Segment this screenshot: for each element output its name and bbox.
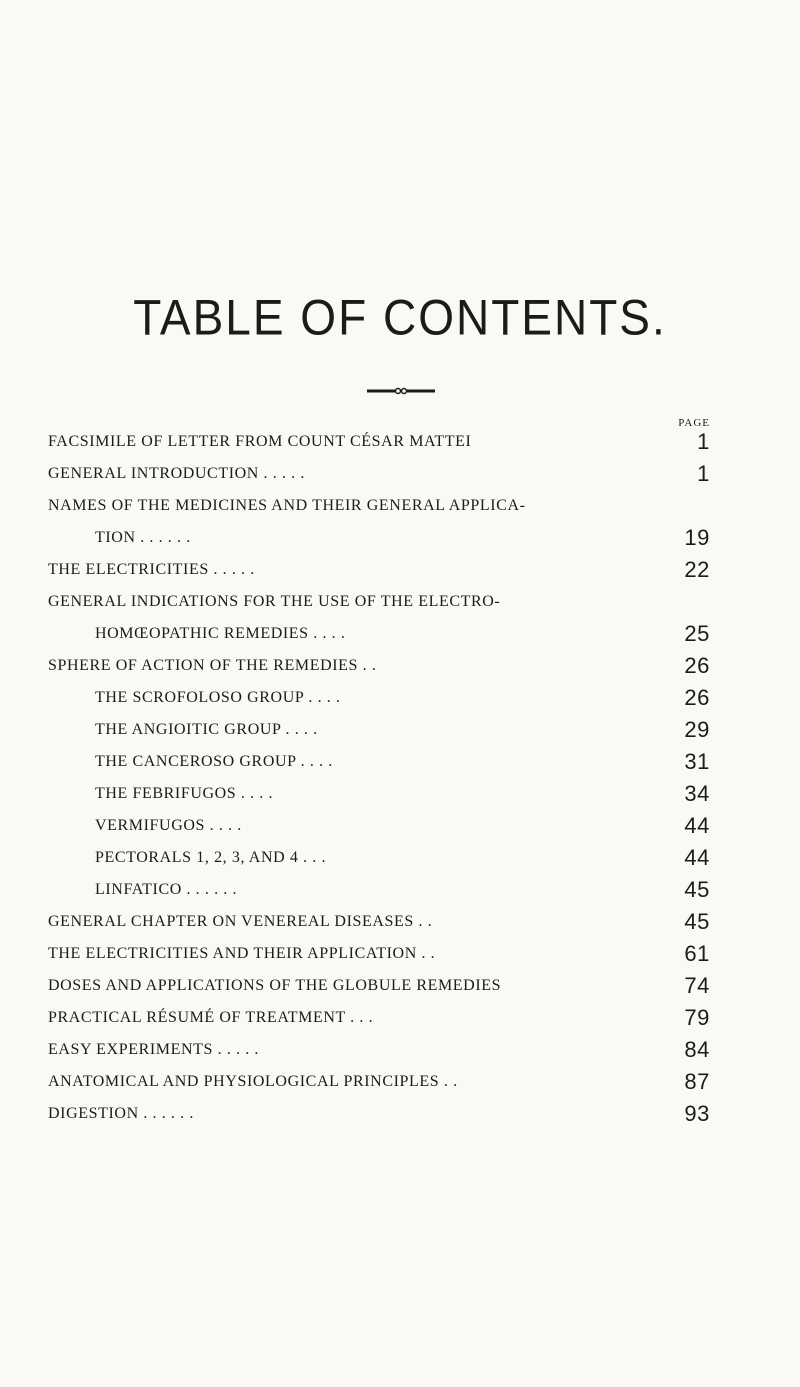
toc-entry-label: THE FEBRIFUGOS . . . . xyxy=(95,785,274,802)
toc-entry-page: 26 xyxy=(684,653,710,678)
toc-entry-page: 1 xyxy=(697,461,710,486)
toc-entry-label: ANATOMICAL AND PHYSIOLOGICAL PRINCIPLES . . xyxy=(48,1073,458,1090)
toc-entry-page: 87 xyxy=(684,1069,710,1094)
toc-entry-label: LINFATICO . . . . . . xyxy=(95,881,238,898)
toc-entry-label: THE CANCEROSO GROUP . . . . xyxy=(95,753,333,770)
toc-entry-page: 61 xyxy=(684,941,710,966)
toc-entry-page: 84 xyxy=(684,1037,710,1062)
toc-entry-label: GENERAL CHAPTER ON VENEREAL DISEASES . . xyxy=(48,913,433,930)
toc-entry-page: 19 xyxy=(684,525,710,550)
toc-entry-label: DIGESTION . . . . . . xyxy=(48,1105,194,1122)
toc-entry-label: GENERAL INDICATIONS FOR THE USE OF THE ELECTRO- xyxy=(48,593,501,610)
toc-entry-label: THE ELECTRICITIES . . . . . xyxy=(48,561,255,578)
toc-entry-page: 34 xyxy=(684,781,710,806)
page-column-header: PAGE xyxy=(678,417,710,429)
toc-entry-label: NAMES OF THE MEDICINES AND THEIR GENERAL APPLICA- xyxy=(48,497,526,514)
toc-entry-label: THE SCROFOLOSO GROUP . . . . xyxy=(95,689,341,706)
divider-ornament xyxy=(367,386,435,396)
toc-entry-label: DOSES AND APPLICATIONS OF THE GLOBULE REMEDIES xyxy=(48,977,502,994)
toc-entry-page: 45 xyxy=(684,909,710,934)
toc-entry-label: PECTORALS 1, 2, 3, AND 4 . . . xyxy=(95,849,327,866)
toc-entry-label: TION . . . . . . xyxy=(95,529,191,546)
toc-entry-label: FACSIMILE OF LETTER FROM COUNT CÉSAR MATTEI xyxy=(48,433,472,450)
toc-entry-page: 74 xyxy=(684,973,710,998)
toc-entry-label: VERMIFUGOS . . . . xyxy=(95,817,242,834)
toc-entry-page: 1 xyxy=(697,429,710,454)
toc-entry-label: GENERAL INTRODUCTION . . . . . xyxy=(48,465,305,482)
toc-entry-label: THE ANGIOITIC GROUP . . . . xyxy=(95,721,318,738)
toc-entry-page: 45 xyxy=(684,877,710,902)
toc-entry-label: EASY EXPERIMENTS . . . . . xyxy=(48,1041,260,1058)
toc-entry-page: 44 xyxy=(684,845,710,870)
toc-entry-page: 26 xyxy=(684,685,710,710)
toc-entry-page: 29 xyxy=(684,717,710,742)
toc-entry-page: 22 xyxy=(684,557,710,582)
toc-entry-page: 93 xyxy=(684,1101,710,1126)
toc-entry-label: PRACTICAL RÉSUMÉ OF TREATMENT . . . xyxy=(48,1009,374,1026)
toc-entry-page: 25 xyxy=(684,621,710,646)
toc-entry-label: HOMŒOPATHIC REMEDIES . . . . xyxy=(95,625,346,642)
toc-entry-page: 44 xyxy=(684,813,710,838)
toc-entry-label: SPHERE OF ACTION OF THE REMEDIES . . xyxy=(48,657,377,674)
toc-entry-label: THE ELECTRICITIES AND THEIR APPLICATION . . xyxy=(48,945,436,962)
toc-entry-page: 79 xyxy=(684,1005,710,1030)
toc-entry-page: 31 xyxy=(684,749,710,774)
page-title: TABLE OF CONTENTS. xyxy=(133,288,667,346)
